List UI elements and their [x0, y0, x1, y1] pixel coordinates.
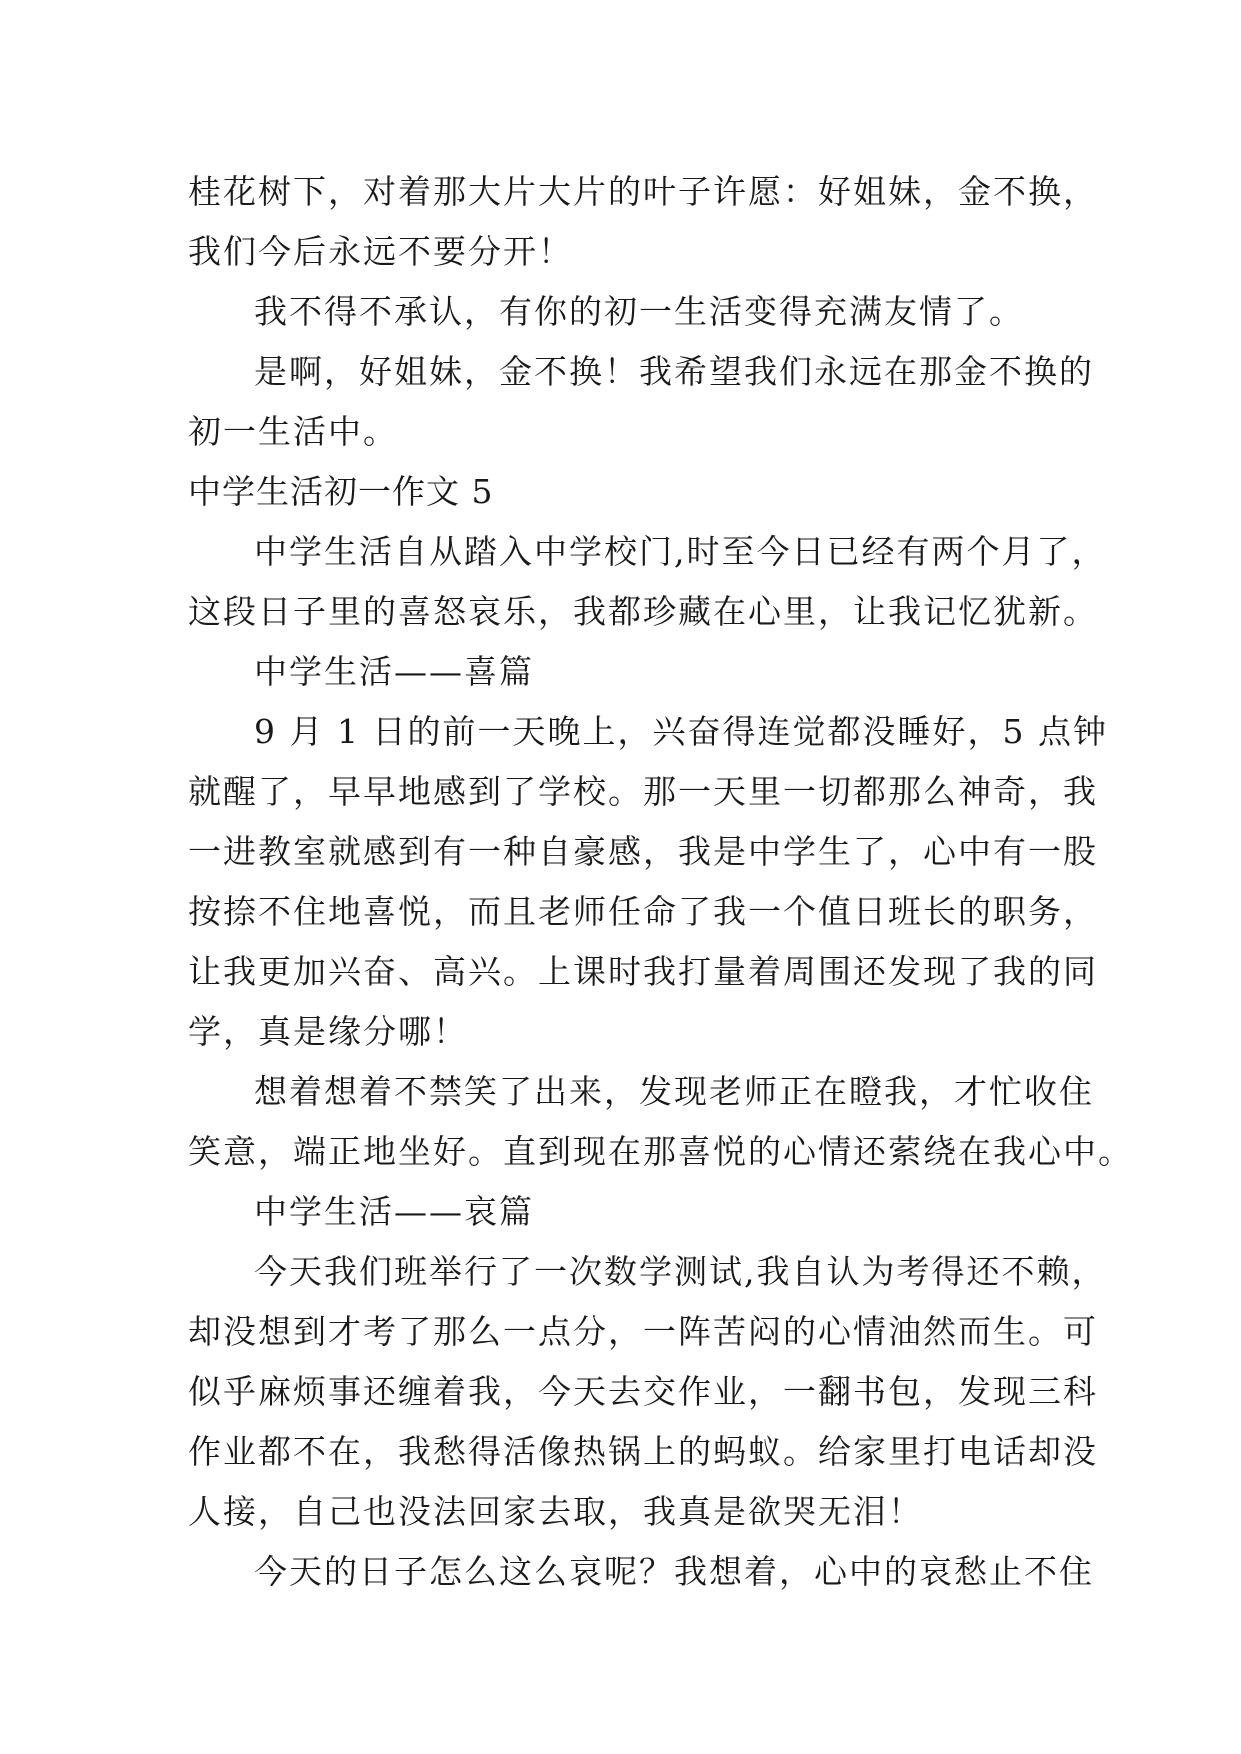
text-line: 我们今后永远不要分开！	[188, 232, 573, 271]
text-line: 作业都不在，我愁得活像热锅上的蚂蚁。给家里打电话却没	[188, 1432, 1098, 1471]
text-line: 学，真是缘分哪！	[188, 1012, 468, 1051]
section-heading: 中学生活初一作文 5	[188, 472, 494, 511]
text-line: 就醒了，早早地感到了学校。那一天里一切都那么神奇，我	[188, 772, 1098, 811]
document-body	[188, 162, 1133, 1602]
text-line: 桂花树下，对着那大片大片的叶子许愿：好姐妹，金不换，	[188, 172, 1098, 211]
text-line: 今天我们班举行了一次数学测试,我自认为考得还不赖，	[254, 1252, 1107, 1291]
text-line: 这段日子里的喜怒哀乐，我都珍藏在心里，让我记忆犹新。	[188, 592, 1098, 631]
text-line: 人接，自己也没法回家去取，我真是欲哭无泪！	[188, 1492, 923, 1531]
text-line: 笑意，端正地坐好。直到现在那喜悦的心情还萦绕在我心中。	[188, 1132, 1133, 1171]
text-line: 让我更加兴奋、高兴。上课时我打量着周围还发现了我的同	[188, 952, 1098, 991]
text-line: 按捺不住地喜悦，而且老师任命了我一个值日班长的职务，	[188, 892, 1098, 931]
text-line: 中学生活自从踏入中学校门,时至今日已经有两个月了，	[254, 532, 1107, 571]
text-line: 初一生活中。	[188, 412, 398, 451]
text-line: 中学生活——喜篇	[254, 652, 534, 691]
text-line: 似乎麻烦事还缠着我，今天去交作业，一翻书包，发现三科	[188, 1372, 1098, 1411]
text-line: 一进教室就感到有一种自豪感，我是中学生了，心中有一股	[188, 832, 1098, 871]
text-line: 9 月 1 日的前一天晚上，兴奋得连觉都没睡好，5 点钟	[254, 712, 1108, 751]
text-line: 想着想着不禁笑了出来，发现老师正在瞪我，才忙收住	[254, 1072, 1094, 1111]
text-line: 中学生活——哀篇	[254, 1192, 534, 1231]
text-line: 是啊，好姐妹，金不换！我希望我们永远在那金不换的	[254, 352, 1094, 391]
text-line: 今天的日子怎么这么哀呢？我想着，心中的哀愁止不住	[254, 1552, 1094, 1591]
text-line: 却没想到才考了那么一点分，一阵苦闷的心情油然而生。可	[188, 1312, 1098, 1351]
text-line: 我不得不承认，有你的初一生活变得充满友情了。	[254, 292, 1024, 331]
